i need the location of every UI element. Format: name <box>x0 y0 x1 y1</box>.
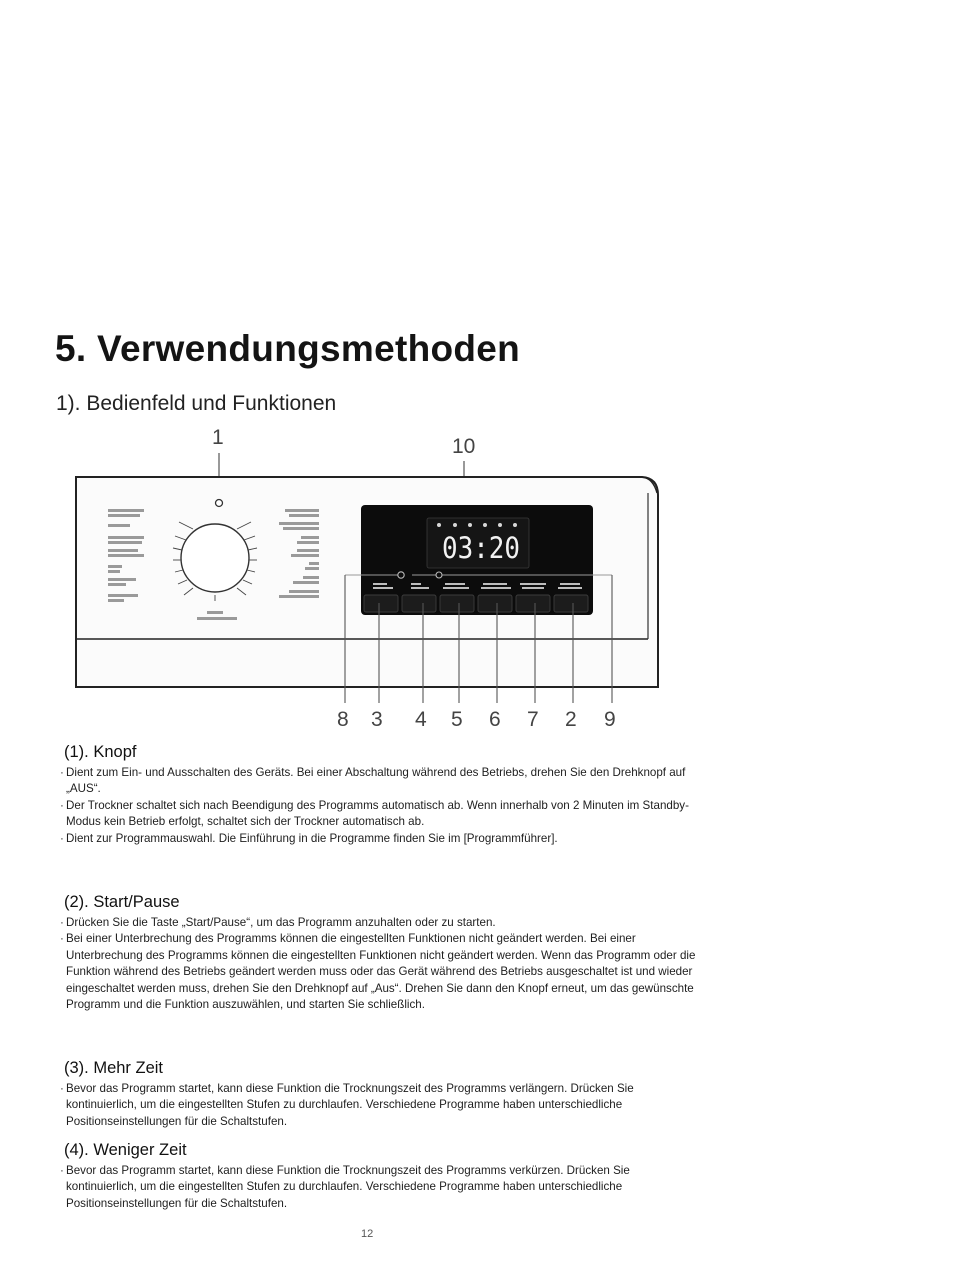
subsection-heading: 1). Bedienfeld und Funktionen <box>56 392 337 415</box>
section-paragraph: · Der Trockner schaltet sich nach Beendigung des Programms automatisch ab. Wenn innerhalb von 2 Minuten im Standby-Modus kein Betrieb erfolgt, schaltet sich der Trockner automatisch ab. <box>60 798 700 831</box>
section-title: (2). Start/Pause <box>64 893 180 911</box>
section-paragraph: · Drücken Sie die Taste „Start/Pause“, um das Programm anzuhalten oder zu starten. <box>60 915 700 931</box>
section-weniger-zeit <box>60 1141 700 1212</box>
section-paragraph: · Bevor das Programm startet, kann diese Funktion die Trocknungszeit des Programms verkürzen. Drücken Sie kontinuierlich, um die eingestellten Stufen zu durchlaufen. Verschiedene Programme haben unterschiedliche Positionseinstellungen für die Schaltstufen. <box>60 1163 700 1212</box>
section-knopf <box>60 743 700 847</box>
section-title: (3). Mehr Zeit <box>64 1059 164 1077</box>
callout-6: 6 <box>489 708 501 731</box>
page-number: 12 <box>361 1228 374 1240</box>
section-start-pause <box>60 893 700 1013</box>
control-panel-illustration <box>60 425 680 745</box>
section-paragraph: · Bevor das Programm startet, kann diese Funktion die Trocknungszeit des Programms verlängern. Drücken Sie kontinuierlich, um die eingestellten Stufen zu durchlaufen. Verschiedene Programme haben unterschiedliche Positionseinstellungen für die Schaltstufen. <box>60 1081 700 1130</box>
section-paragraph: · Dient zum Ein- und Ausschalten des Geräts. Bei einer Abschaltung während des Betriebs, drehen Sie den Drehknopf auf „AUS“. <box>60 765 700 798</box>
callout-3: 3 <box>371 708 383 731</box>
section-paragraph: · Bei einer Unterbrechung des Programms können die eingestellten Funktionen nicht geändert werden. Bei einer Unterbrechung des Programms können die eingestellten Funktionen nicht geändert werden. Wenn das Programm oder die Funktion während des Betriebs geändert werden muss oder das Gerät während des Betriebs ausgeschaltet ist und wieder eingeschaltet werden muss, drehen Sie den Drehknopf auf „Aus“. Drehen Sie dann den Knopf erneut, um das gewünschte Programm und die Funktion auszuwählen, und starten Sie schließlich. <box>60 931 700 1013</box>
callout-9: 9 <box>604 708 616 731</box>
section-title: (4). Weniger Zeit <box>64 1141 187 1159</box>
section-heading: 5. Verwendungsmethoden <box>55 328 521 369</box>
callout-1: 1 <box>212 426 224 449</box>
section-title: (1). Knopf <box>64 743 137 761</box>
callout-2: 2 <box>565 708 577 731</box>
callout-7: 7 <box>527 708 539 731</box>
time-display: 03:20 <box>442 531 520 565</box>
callout-8: 8 <box>337 708 349 731</box>
section-mehr-zeit <box>60 1059 700 1130</box>
callout-5: 5 <box>451 708 463 731</box>
callout-10: 10 <box>452 435 476 458</box>
callout-4: 4 <box>415 708 427 731</box>
control-panel-figure <box>60 425 680 745</box>
section-paragraph: · Dient zur Programmauswahl. Die Einführung in die Programme finden Sie im [Programmführer]. <box>60 831 700 847</box>
